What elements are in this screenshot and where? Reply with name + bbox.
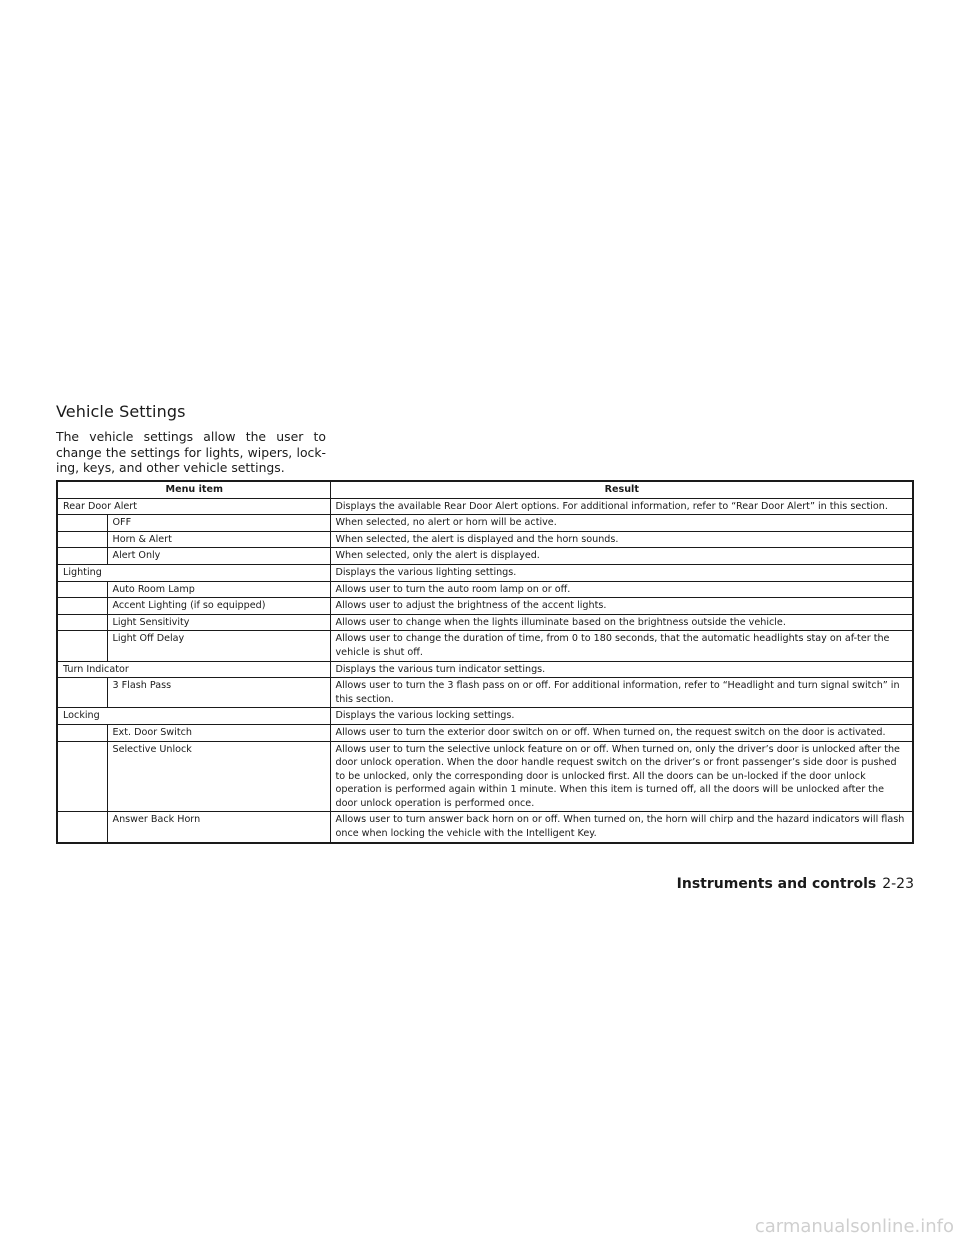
table-row [57, 661, 913, 678]
watermark: carmanualsonline.info [754, 1216, 954, 1237]
result-cell: When selected, only the alert is displayed. [330, 548, 913, 565]
table-row [57, 741, 913, 812]
result-cell: When selected, the alert is displayed and the horn sounds. [330, 531, 913, 548]
indent-cell [57, 631, 107, 661]
indent-cell [57, 741, 107, 812]
sub-item-cell: 3 Flash Pass [107, 678, 330, 708]
sub-item-cell: Accent Lighting (if so equipped) [107, 598, 330, 615]
table-header-row [57, 481, 913, 498]
sub-item-cell: Answer Back Horn [107, 812, 330, 843]
table-row [57, 564, 913, 581]
result-cell: Allows user to turn the exterior door switch on or off. When turned on, the request switch on the door is activated. [330, 724, 913, 741]
indent-cell [57, 515, 107, 532]
table-row [57, 598, 913, 615]
table-row [57, 531, 913, 548]
sub-item-cell: Light Sensitivity [107, 614, 330, 631]
indent-cell [57, 598, 107, 615]
table-row [57, 708, 913, 725]
sub-item-cell: Light Off Delay [107, 631, 330, 661]
result-cell: Displays the available Rear Door Alert options. For additional information, refer to “Rear Door Alert” in this section. [330, 498, 913, 515]
section-title: Vehicle Settings [56, 402, 186, 421]
indent-cell [57, 724, 107, 741]
indent-cell [57, 581, 107, 598]
table-row [57, 678, 913, 708]
vehicle-settings-table [56, 480, 914, 844]
sub-item-cell: OFF [107, 515, 330, 532]
table-row [57, 581, 913, 598]
menu-item-cell: Turn Indicator [57, 661, 330, 678]
sub-item-cell: Alert Only [107, 548, 330, 565]
table-row [57, 812, 913, 843]
indent-cell [57, 614, 107, 631]
result-cell: Displays the various locking settings. [330, 708, 913, 725]
table-row [57, 631, 913, 661]
result-cell: Allows user to change when the lights illuminate based on the brightness outside the vehicle. [330, 614, 913, 631]
menu-item-cell: Lighting [57, 564, 330, 581]
result-cell: Allows user to turn the auto room lamp on or off. [330, 581, 913, 598]
indent-cell [57, 678, 107, 708]
table-row [57, 515, 913, 532]
table-body [57, 498, 913, 843]
result-cell: Allows user to turn the 3 flash pass on or off. For additional information, refer to “Headlight and turn signal switch” in this section. [330, 678, 913, 708]
table-row [57, 498, 913, 515]
menu-item-cell: Locking [57, 708, 330, 725]
result-cell: When selected, no alert or horn will be active. [330, 515, 913, 532]
sub-item-cell: Auto Room Lamp [107, 581, 330, 598]
result-cell: Allows user to adjust the brightness of the accent lights. [330, 598, 913, 615]
sub-item-cell: Ext. Door Switch [107, 724, 330, 741]
result-cell: Allows user to change the duration of time, from 0 to 180 seconds, that the automatic headlights stay on af-ter the vehicle is shut off. [330, 631, 913, 661]
indent-cell [57, 548, 107, 565]
page-number: 2-23 [882, 876, 914, 892]
page-footer [677, 876, 914, 892]
indent-cell [57, 531, 107, 548]
sub-item-cell: Horn & Alert [107, 531, 330, 548]
chapter-title: Instruments and controls [676, 876, 877, 892]
result-cell: Allows user to turn the selective unlock feature on or off. When turned on, only the driver’s door is unlocked after the door unlock operation. When the door handle request switch on the driver’s or front passenger’s side door is pushed to be unlocked, only the corresponding door is unlocked first. All the doors can be un-locked if the door unlock operation is performed again within 1 minute. When this item is turned off, all the doors will be unlocked after the door unlock operation is performed once. [330, 741, 913, 812]
result-cell: Displays the various turn indicator settings. [330, 661, 913, 678]
table-row [57, 548, 913, 565]
indent-cell [57, 812, 107, 843]
result-header: Result [330, 481, 913, 498]
table-row [57, 614, 913, 631]
result-cell: Allows user to turn answer back horn on or off. When turned on, the horn will chirp and the hazard indicators will flash once when locking the vehicle with the Intelligent Key. [330, 812, 913, 843]
result-cell: Displays the various lighting settings. [330, 564, 913, 581]
menu-item-header: Menu item [57, 481, 330, 498]
table-row [57, 724, 913, 741]
intro-paragraph: The vehicle settings allow the user to change the settings for lights, wipers, lock-ing, keys, and other vehicle settings. [56, 429, 326, 476]
sub-item-cell: Selective Unlock [107, 741, 330, 812]
menu-item-cell: Rear Door Alert [57, 498, 330, 515]
